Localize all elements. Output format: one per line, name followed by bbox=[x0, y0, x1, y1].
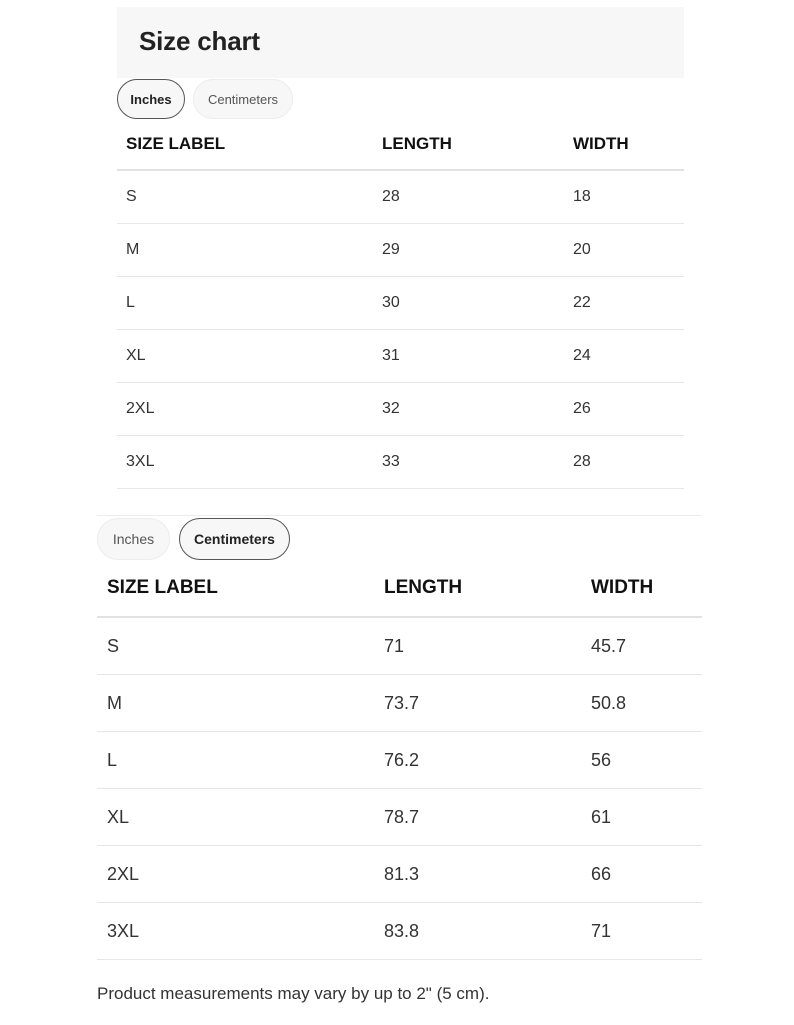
cell-width: 18 bbox=[573, 188, 591, 205]
size-table-inches bbox=[117, 118, 684, 489]
tab-centimeters-top[interactable]: Centimeters bbox=[193, 79, 293, 119]
table-header bbox=[117, 118, 684, 171]
page-title: Size chart bbox=[139, 26, 260, 56]
table-row bbox=[117, 383, 684, 436]
cell-length: 71 bbox=[384, 635, 405, 656]
cell-length: 33 bbox=[382, 453, 400, 470]
cell-size: 2XL bbox=[126, 400, 155, 417]
cell-size: XL bbox=[126, 347, 146, 364]
table-row bbox=[117, 224, 684, 277]
column-header-width: WIDTH bbox=[591, 577, 654, 598]
column-header-size-label: SIZE LABEL bbox=[126, 133, 226, 153]
table-row bbox=[117, 277, 684, 330]
cell-length: 32 bbox=[382, 400, 400, 417]
cell-size: XL bbox=[107, 806, 130, 827]
table-row bbox=[117, 330, 684, 383]
cell-size: 3XL bbox=[126, 453, 155, 470]
cell-size: M bbox=[126, 241, 140, 258]
cell-length: 30 bbox=[382, 294, 400, 311]
table-row bbox=[117, 171, 684, 224]
table-row bbox=[97, 732, 702, 789]
table-header bbox=[97, 560, 702, 618]
column-header-width: WIDTH bbox=[573, 133, 629, 153]
cell-length: 76.2 bbox=[384, 749, 420, 770]
tab-inches-bottom[interactable]: Inches bbox=[97, 518, 170, 560]
cell-length: 28 bbox=[382, 188, 400, 205]
cell-width: 61 bbox=[591, 806, 612, 827]
table-row bbox=[97, 675, 702, 732]
table-row bbox=[117, 436, 684, 489]
size-table-centimeters bbox=[97, 560, 702, 963]
cell-length: 73.7 bbox=[384, 692, 420, 713]
size-chart-header bbox=[117, 7, 684, 78]
column-header-length: LENGTH bbox=[382, 133, 452, 153]
table-row bbox=[97, 618, 702, 675]
section-divider bbox=[97, 515, 702, 516]
cell-width: 66 bbox=[591, 863, 612, 884]
cell-width: 26 bbox=[573, 400, 591, 417]
cell-size: S bbox=[126, 188, 137, 205]
cell-size: S bbox=[107, 635, 120, 656]
table-row bbox=[97, 789, 702, 846]
cell-width: 45.7 bbox=[591, 635, 627, 656]
column-header-length: LENGTH bbox=[384, 577, 463, 598]
cell-width: 20 bbox=[573, 241, 591, 258]
column-header-size-label: SIZE LABEL bbox=[107, 577, 218, 598]
table-row bbox=[97, 903, 702, 960]
cell-length: 31 bbox=[382, 347, 400, 364]
tab-centimeters-bottom[interactable]: Centimeters bbox=[179, 518, 290, 560]
cell-width: 28 bbox=[573, 453, 591, 470]
cell-width: 71 bbox=[591, 920, 612, 941]
cell-width: 24 bbox=[573, 347, 591, 364]
measurement-footnote: Product measurements may vary by up to 2" (5 cm). bbox=[97, 984, 490, 1003]
cell-size: L bbox=[126, 294, 135, 311]
cell-width: 22 bbox=[573, 294, 591, 311]
cell-size: M bbox=[107, 692, 122, 713]
cell-length: 81.3 bbox=[384, 863, 420, 884]
cell-size: L bbox=[107, 749, 118, 770]
table-row bbox=[97, 846, 702, 903]
cell-size: 2XL bbox=[107, 863, 140, 884]
cell-length: 78.7 bbox=[384, 806, 420, 827]
cell-width: 56 bbox=[591, 749, 612, 770]
tab-inches-top[interactable]: Inches bbox=[117, 79, 185, 119]
cell-width: 50.8 bbox=[591, 692, 627, 713]
cell-size: 3XL bbox=[107, 920, 140, 941]
cell-length: 83.8 bbox=[384, 920, 420, 941]
cell-length: 29 bbox=[382, 241, 400, 258]
